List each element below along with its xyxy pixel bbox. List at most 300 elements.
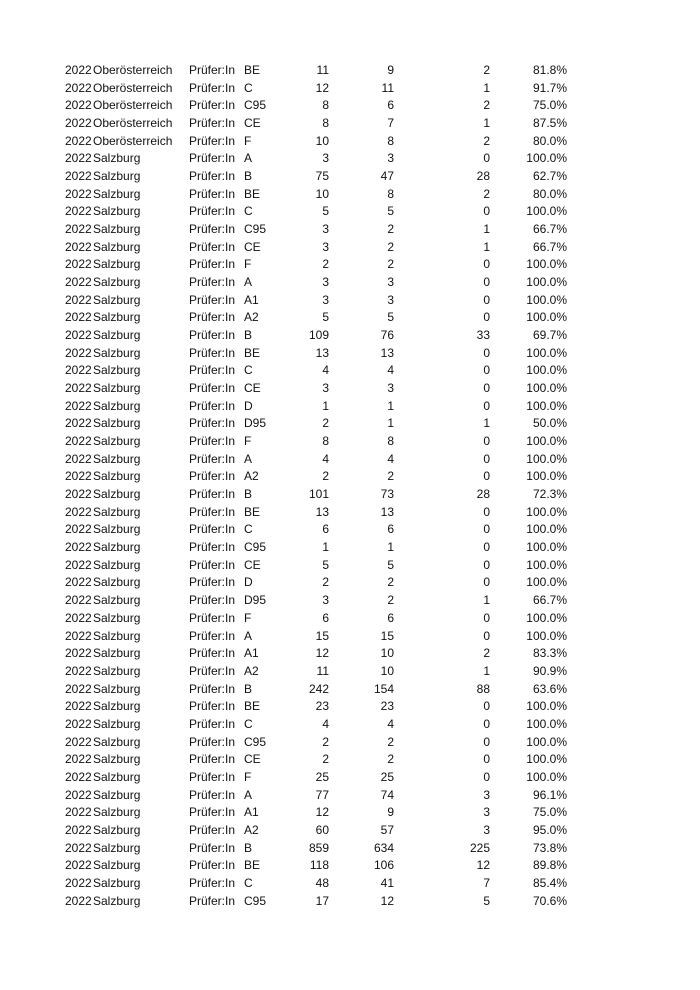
table-row — [0, 150, 700, 168]
rate-cell: 72.3% — [532, 487, 567, 502]
class-cell: F — [244, 769, 252, 784]
region-cell: Salzburg — [93, 204, 141, 219]
region-cell: Salzburg — [93, 469, 141, 484]
class-cell: A1 — [244, 292, 259, 307]
rate-cell: 73.8% — [532, 840, 567, 855]
passed-cell: 25 — [380, 769, 394, 784]
total-cell: 23 — [315, 699, 329, 714]
role-cell: Prüfer:In — [189, 610, 236, 625]
failed-cell: 0 — [483, 752, 490, 767]
region-cell: Salzburg — [93, 222, 141, 237]
role-cell: Prüfer:In — [189, 204, 236, 219]
table-row — [0, 433, 700, 451]
rate-cell: 91.7% — [532, 80, 567, 95]
role-cell: Prüfer:In — [189, 381, 236, 396]
class-cell: D95 — [244, 593, 267, 608]
total-cell: 12 — [315, 80, 329, 95]
total-cell: 25 — [315, 769, 329, 784]
table-row — [0, 362, 700, 380]
table-row — [0, 822, 700, 840]
total-cell: 1 — [322, 398, 329, 413]
year-cell: 2022 — [65, 858, 92, 873]
passed-cell: 74 — [380, 787, 394, 802]
rate-cell: 100.0% — [526, 434, 567, 449]
failed-cell: 225 — [469, 840, 490, 855]
class-cell: BE — [244, 504, 261, 519]
region-cell: Salzburg — [93, 381, 141, 396]
rate-cell: 83.3% — [532, 646, 567, 661]
total-cell: 2 — [322, 752, 329, 767]
year-cell: 2022 — [65, 663, 92, 678]
region-cell: Salzburg — [93, 416, 141, 431]
class-cell: C — [244, 875, 253, 890]
table-row — [0, 274, 700, 292]
total-cell: 2 — [322, 257, 329, 272]
year-cell: 2022 — [65, 133, 92, 148]
year-cell: 2022 — [65, 116, 92, 131]
failed-cell: 0 — [483, 769, 490, 784]
passed-cell: 634 — [373, 840, 394, 855]
region-cell: Salzburg — [93, 681, 141, 696]
total-cell: 5 — [322, 557, 329, 572]
role-cell: Prüfer:In — [189, 646, 236, 661]
failed-cell: 2 — [483, 63, 490, 77]
role-cell: Prüfer:In — [189, 716, 236, 731]
passed-cell: 3 — [387, 381, 394, 396]
class-cell: B — [244, 681, 253, 696]
failed-cell: 0 — [483, 504, 490, 519]
passed-cell: 2 — [387, 239, 394, 254]
passed-cell: 57 — [380, 822, 394, 837]
rate-cell: 100.0% — [526, 451, 567, 466]
year-cell: 2022 — [65, 292, 92, 307]
year-cell: 2022 — [65, 628, 92, 643]
total-cell: 10 — [315, 133, 329, 148]
role-cell: Prüfer:In — [189, 840, 236, 855]
passed-cell: 1 — [387, 540, 394, 555]
rate-cell: 100.0% — [526, 769, 567, 784]
table-row — [0, 769, 700, 787]
role-cell: Prüfer:In — [189, 363, 236, 378]
passed-cell: 154 — [373, 681, 394, 696]
total-cell: 118 — [309, 858, 329, 873]
passed-cell: 10 — [380, 663, 394, 678]
region-cell: Salzburg — [93, 345, 141, 360]
failed-cell: 0 — [483, 451, 490, 466]
failed-cell: 28 — [476, 169, 490, 184]
passed-cell: 3 — [387, 275, 394, 290]
role-cell: Prüfer:In — [189, 275, 236, 290]
table-row — [0, 804, 700, 822]
year-cell: 2022 — [65, 840, 92, 855]
year-cell: 2022 — [65, 504, 92, 519]
class-cell: C — [244, 522, 253, 537]
region-cell: Salzburg — [93, 875, 141, 890]
passed-cell: 2 — [387, 575, 394, 590]
total-cell: 3 — [322, 239, 329, 254]
role-cell: Prüfer:In — [189, 752, 236, 767]
rate-cell: 85.4% — [532, 875, 567, 890]
year-cell: 2022 — [65, 575, 92, 590]
year-cell: 2022 — [65, 875, 92, 890]
region-cell: Oberösterreich — [93, 80, 173, 95]
year-cell: 2022 — [65, 769, 92, 784]
failed-cell: 0 — [483, 522, 490, 537]
failed-cell: 0 — [483, 363, 490, 378]
rate-cell: 100.0% — [526, 345, 567, 360]
year-cell: 2022 — [65, 363, 92, 378]
total-cell: 48 — [315, 875, 329, 890]
year-cell: 2022 — [65, 151, 92, 166]
role-cell: Prüfer:In — [189, 487, 236, 502]
year-cell: 2022 — [65, 540, 92, 555]
table-row — [0, 168, 700, 186]
table-row — [0, 203, 700, 221]
class-cell: A — [244, 451, 253, 466]
class-cell: A1 — [244, 805, 259, 820]
failed-cell: 0 — [483, 699, 490, 714]
rate-cell: 87.5% — [532, 116, 567, 131]
rate-cell: 75.0% — [532, 805, 567, 820]
rate-cell: 100.0% — [526, 557, 567, 572]
total-cell: 13 — [315, 345, 329, 360]
passed-cell: 3 — [387, 151, 394, 166]
failed-cell: 1 — [483, 663, 490, 678]
table-row — [0, 327, 700, 345]
role-cell: Prüfer:In — [189, 80, 236, 95]
role-cell: Prüfer:In — [189, 787, 236, 802]
failed-cell: 1 — [483, 239, 490, 254]
total-cell: 8 — [322, 434, 329, 449]
role-cell: Prüfer:In — [189, 116, 236, 131]
role-cell: Prüfer:In — [189, 98, 236, 113]
failed-cell: 2 — [483, 646, 490, 661]
table-row — [0, 62, 700, 80]
total-cell: 75 — [315, 169, 329, 184]
role-cell: Prüfer:In — [189, 504, 236, 519]
failed-cell: 0 — [483, 257, 490, 272]
rate-cell: 100.0% — [526, 734, 567, 749]
role-cell: Prüfer:In — [189, 858, 236, 873]
region-cell: Salzburg — [93, 239, 141, 254]
rate-cell: 100.0% — [526, 628, 567, 643]
total-cell: 3 — [322, 151, 329, 166]
rate-cell: 62.7% — [532, 169, 567, 184]
failed-cell: 0 — [483, 398, 490, 413]
passed-cell: 8 — [387, 133, 394, 148]
year-cell: 2022 — [65, 222, 92, 237]
role-cell: Prüfer:In — [189, 699, 236, 714]
rate-cell: 70.6% — [532, 893, 567, 908]
passed-cell: 7 — [387, 116, 394, 131]
total-cell: 1 — [322, 540, 329, 555]
failed-cell: 0 — [483, 628, 490, 643]
region-cell: Oberösterreich — [93, 116, 173, 131]
table-row — [0, 239, 700, 257]
table-row — [0, 380, 700, 398]
failed-cell: 3 — [483, 805, 490, 820]
class-cell: CE — [244, 557, 261, 572]
total-cell: 242 — [308, 681, 329, 696]
region-cell: Salzburg — [93, 557, 141, 572]
class-cell: BE — [244, 345, 261, 360]
total-cell: 101 — [308, 487, 329, 502]
failed-cell: 1 — [483, 80, 490, 95]
year-cell: 2022 — [65, 822, 92, 837]
year-cell: 2022 — [65, 487, 92, 502]
role-cell: Prüfer:In — [189, 345, 236, 360]
region-cell: Salzburg — [93, 363, 141, 378]
table-row — [0, 415, 700, 433]
rate-cell: 66.7% — [532, 593, 567, 608]
total-cell: 109 — [308, 328, 329, 343]
total-cell: 2 — [322, 734, 329, 749]
failed-cell: 0 — [483, 734, 490, 749]
table-row — [0, 468, 700, 486]
rate-cell: 100.0% — [526, 540, 567, 555]
role-cell: Prüfer:In — [189, 540, 236, 555]
rate-cell: 100.0% — [526, 716, 567, 731]
failed-cell: 0 — [483, 540, 490, 555]
class-cell: A2 — [244, 822, 259, 837]
failed-cell: 0 — [483, 275, 490, 290]
table-row — [0, 133, 700, 151]
passed-cell: 47 — [380, 169, 394, 184]
table-row — [0, 292, 700, 310]
year-cell: 2022 — [65, 186, 92, 201]
role-cell: Prüfer:In — [189, 469, 236, 484]
region-cell: Salzburg — [93, 646, 141, 661]
failed-cell: 3 — [483, 787, 490, 802]
role-cell: Prüfer:In — [189, 186, 236, 201]
failed-cell: 0 — [483, 557, 490, 572]
rate-cell: 100.0% — [526, 275, 567, 290]
table-row — [0, 628, 700, 646]
total-cell: 3 — [322, 222, 329, 237]
region-cell: Salzburg — [93, 186, 141, 201]
passed-cell: 6 — [387, 98, 394, 113]
table-row — [0, 521, 700, 539]
table-row — [0, 539, 700, 557]
table-row — [0, 893, 700, 911]
failed-cell: 0 — [483, 292, 490, 307]
table-row — [0, 751, 700, 769]
year-cell: 2022 — [65, 63, 92, 77]
failed-cell: 0 — [483, 345, 490, 360]
role-cell: Prüfer:In — [189, 681, 236, 696]
rate-cell: 100.0% — [526, 610, 567, 625]
table-row — [0, 256, 700, 274]
table-row — [0, 309, 700, 327]
role-cell: Prüfer:In — [189, 257, 236, 272]
passed-cell: 3 — [387, 292, 394, 307]
passed-cell: 1 — [387, 416, 394, 431]
failed-cell: 0 — [483, 381, 490, 396]
passed-cell: 5 — [387, 310, 394, 325]
total-cell: 2 — [322, 416, 329, 431]
total-cell: 4 — [322, 363, 329, 378]
table-row — [0, 663, 700, 681]
total-cell: 8 — [322, 98, 329, 113]
year-cell: 2022 — [65, 469, 92, 484]
role-cell: Prüfer:In — [189, 434, 236, 449]
failed-cell: 0 — [483, 310, 490, 325]
table-row — [0, 486, 700, 504]
passed-cell: 2 — [387, 469, 394, 484]
region-cell: Salzburg — [93, 151, 141, 166]
role-cell: Prüfer:In — [189, 769, 236, 784]
rate-cell: 81.8% — [532, 63, 567, 77]
region-cell: Salzburg — [93, 734, 141, 749]
failed-cell: 2 — [483, 133, 490, 148]
passed-cell: 2 — [387, 257, 394, 272]
class-cell: F — [244, 257, 252, 272]
year-cell: 2022 — [65, 239, 92, 254]
year-cell: 2022 — [65, 593, 92, 608]
total-cell: 2 — [322, 575, 329, 590]
year-cell: 2022 — [65, 434, 92, 449]
role-cell: Prüfer:In — [189, 593, 236, 608]
role-cell: Prüfer:In — [189, 893, 236, 908]
failed-cell: 2 — [483, 186, 490, 201]
total-cell: 4 — [322, 451, 329, 466]
role-cell: Prüfer:In — [189, 875, 236, 890]
rate-cell: 100.0% — [526, 363, 567, 378]
region-cell: Salzburg — [93, 504, 141, 519]
rate-cell: 66.7% — [532, 239, 567, 254]
passed-cell: 2 — [387, 752, 394, 767]
role-cell: Prüfer:In — [189, 416, 236, 431]
class-cell: D — [244, 575, 253, 590]
table-row — [0, 787, 700, 805]
role-cell: Prüfer:In — [189, 133, 236, 148]
rate-cell: 100.0% — [526, 398, 567, 413]
class-cell: A1 — [244, 646, 259, 661]
year-cell: 2022 — [65, 522, 92, 537]
class-cell: C — [244, 204, 253, 219]
role-cell: Prüfer:In — [189, 575, 236, 590]
rate-cell: 100.0% — [526, 292, 567, 307]
role-cell: Prüfer:In — [189, 328, 236, 343]
failed-cell: 1 — [483, 593, 490, 608]
role-cell: Prüfer:In — [189, 63, 236, 77]
role-cell: Prüfer:In — [189, 222, 236, 237]
table-row — [0, 857, 700, 875]
table-row — [0, 221, 700, 239]
class-cell: C95 — [244, 222, 267, 237]
role-cell: Prüfer:In — [189, 522, 236, 537]
table-row — [0, 610, 700, 628]
region-cell: Salzburg — [93, 840, 141, 855]
year-cell: 2022 — [65, 787, 92, 802]
failed-cell: 0 — [483, 610, 490, 625]
passed-cell: 13 — [380, 504, 394, 519]
class-cell: A — [244, 628, 253, 643]
rate-cell: 100.0% — [526, 151, 567, 166]
rate-cell: 80.0% — [532, 133, 567, 148]
region-cell: Salzburg — [93, 292, 141, 307]
region-cell: Salzburg — [93, 858, 141, 873]
role-cell: Prüfer:In — [189, 239, 236, 254]
class-cell: BE — [244, 186, 261, 201]
passed-cell: 4 — [387, 363, 394, 378]
year-cell: 2022 — [65, 328, 92, 343]
class-cell: C — [244, 363, 253, 378]
class-cell: A2 — [244, 310, 259, 325]
passed-cell: 41 — [380, 875, 394, 890]
year-cell: 2022 — [65, 310, 92, 325]
region-cell: Salzburg — [93, 805, 141, 820]
region-cell: Salzburg — [93, 257, 141, 272]
role-cell: Prüfer:In — [189, 557, 236, 572]
failed-cell: 1 — [483, 116, 490, 131]
region-cell: Salzburg — [93, 893, 141, 908]
total-cell: 77 — [315, 787, 329, 802]
year-cell: 2022 — [65, 169, 92, 184]
table-row — [0, 557, 700, 575]
failed-cell: 0 — [483, 716, 490, 731]
failed-cell: 2 — [483, 98, 490, 113]
total-cell: 8 — [322, 116, 329, 131]
region-cell: Salzburg — [93, 328, 141, 343]
table-row — [0, 681, 700, 699]
spreadsheet-table — [0, 62, 700, 910]
total-cell: 10 — [315, 186, 329, 201]
rate-cell: 89.8% — [532, 858, 567, 873]
region-cell: Salzburg — [93, 434, 141, 449]
passed-cell: 2 — [387, 593, 394, 608]
passed-cell: 15 — [380, 628, 394, 643]
total-cell: 5 — [322, 310, 329, 325]
passed-cell: 12 — [380, 893, 394, 908]
total-cell: 12 — [315, 646, 329, 661]
class-cell: F — [244, 434, 252, 449]
passed-cell: 8 — [387, 434, 394, 449]
region-cell: Salzburg — [93, 522, 141, 537]
year-cell: 2022 — [65, 204, 92, 219]
region-cell: Salzburg — [93, 593, 141, 608]
region-cell: Salzburg — [93, 575, 141, 590]
region-cell: Salzburg — [93, 787, 141, 802]
rate-cell: 100.0% — [526, 469, 567, 484]
table-row — [0, 840, 700, 858]
total-cell: 17 — [315, 893, 329, 908]
region-cell: Salzburg — [93, 451, 141, 466]
table-row — [0, 645, 700, 663]
role-cell: Prüfer:In — [189, 628, 236, 643]
rate-cell: 50.0% — [532, 416, 567, 431]
region-cell: Salzburg — [93, 398, 141, 413]
passed-cell: 4 — [387, 451, 394, 466]
failed-cell: 1 — [483, 222, 490, 237]
total-cell: 3 — [322, 381, 329, 396]
failed-cell: 0 — [483, 151, 490, 166]
passed-cell: 13 — [380, 345, 394, 360]
passed-cell: 9 — [387, 805, 394, 820]
year-cell: 2022 — [65, 381, 92, 396]
rate-cell: 100.0% — [526, 257, 567, 272]
region-cell: Salzburg — [93, 610, 141, 625]
role-cell: Prüfer:In — [189, 451, 236, 466]
region-cell: Salzburg — [93, 275, 141, 290]
region-cell: Salzburg — [93, 699, 141, 714]
total-cell: 3 — [322, 275, 329, 290]
passed-cell: 5 — [387, 204, 394, 219]
passed-cell: 10 — [380, 646, 394, 661]
class-cell: D95 — [244, 416, 267, 431]
year-cell: 2022 — [65, 805, 92, 820]
table-row — [0, 80, 700, 98]
